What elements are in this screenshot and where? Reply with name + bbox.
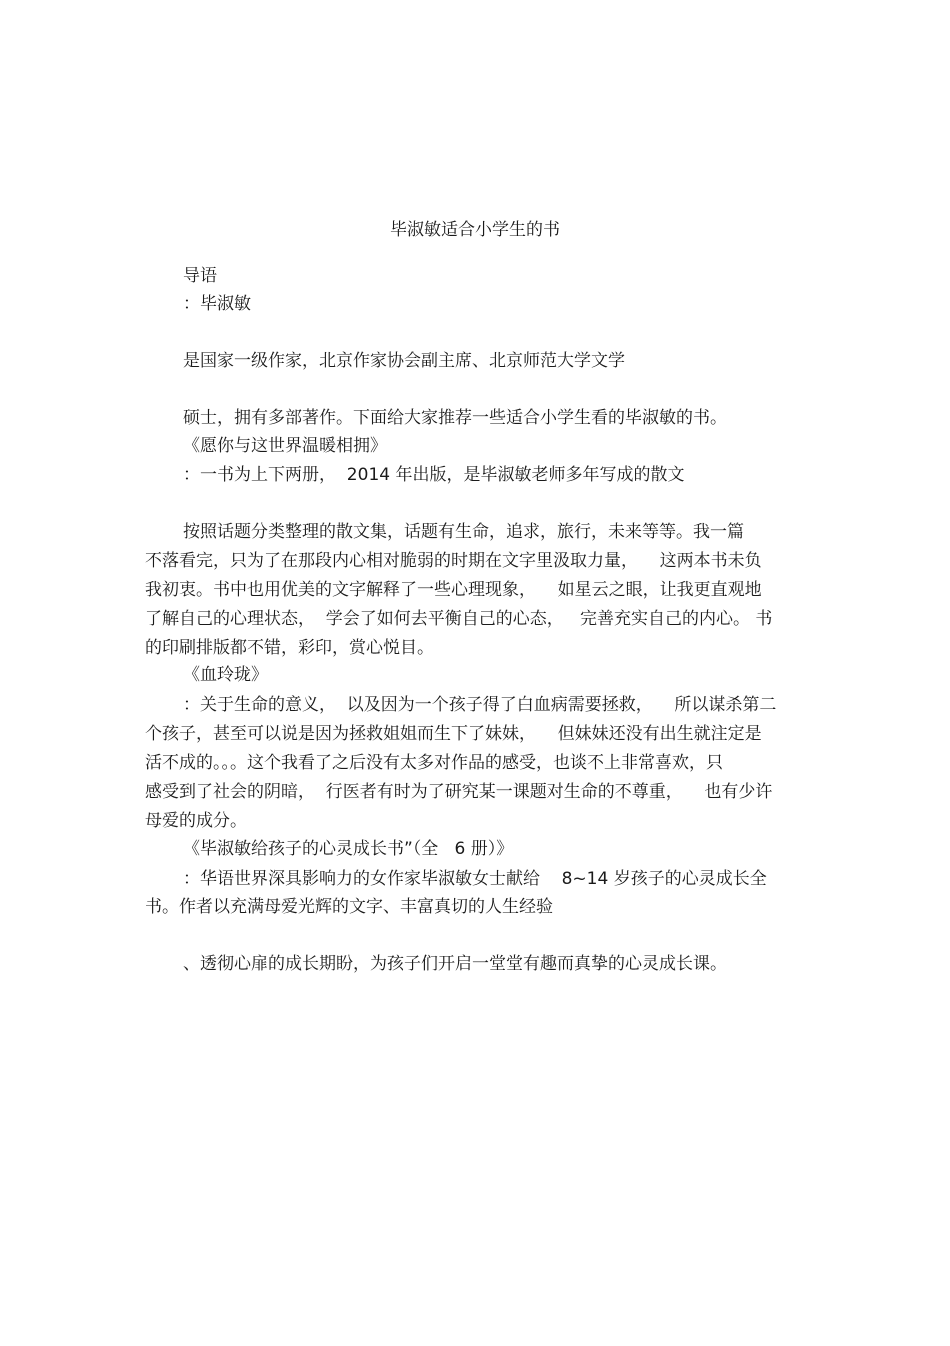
book-text-line: ：一书为上下两册， 2014 年出版，是毕淑敏老师多年写成的散文	[183, 465, 685, 485]
book-text-line: ：华语世界深具影响力的女作家毕淑敏女士献给 8~14 岁孩子的心灵成长全	[183, 869, 767, 889]
book-title: 《血玲珑》	[183, 665, 268, 685]
book-text-line: 书。作者以充满母爱光辉的文字、丰富真切的人生经验	[145, 897, 553, 917]
book-text-line: 我初衷。书中也用优美的文字解释了一些心理现象， 如星云之眼，让我更直观地	[145, 580, 762, 600]
book-text-line: 按照话题分类整理的散文集，话题有生命，追求，旅行，未来等等。我一篇	[183, 522, 744, 542]
intro-line: 是国家一级作家，北京作家协会副主席、北京师范大学文学	[183, 351, 625, 371]
book-text-line: 不落看完，只为了在那段内心相对脆弱的时期在文字里汲取力量， 这两本书未负	[145, 551, 762, 571]
book-text-line: 了解自己的心理状态， 学会了如何去平衡自己的心态， 完善充实自己的内心。 书	[145, 609, 773, 629]
book-text-line: 、透彻心扉的成长期盼，为孩子们开启一堂堂有趣而真挚的心灵成长课。	[183, 954, 727, 974]
book-text-line: 个孩子，甚至可以说是因为拯救姐姐而生下了妹妹， 但妹妹还没有出生就注定是	[145, 724, 762, 744]
book-text-line: 母爱的成分。	[145, 811, 247, 831]
book-title: 《毕淑敏给孩子的心灵成长书”（全 6 册）》	[183, 839, 514, 859]
book-title: 《愿你与这世界温暖相拥》	[183, 436, 387, 456]
document-title: 毕淑敏适合小学生的书	[390, 220, 560, 240]
intro-name: ：毕淑敏	[183, 294, 251, 314]
intro-label: 导语	[183, 266, 217, 286]
intro-line: 硕士，拥有多部著作。下面给大家推荐一些适合小学生看的毕淑敏的书。	[183, 408, 727, 428]
book-text-line: 活不成的。。。这个我看了之后没有太多对作品的感受，也谈不上非常喜欢，只	[145, 753, 723, 773]
book-text-line: 感受到了社会的阴暗， 行医者有时为了研究某一课题对生命的不尊重， 也有少许	[145, 782, 773, 802]
book-text-line: 的印刷排版都不错，彩印，赏心悦目。	[145, 638, 434, 658]
book-text-line: ：关于生命的意义， 以及因为一个孩子得了白血病需要拯救， 所以谋杀第二	[183, 695, 777, 715]
